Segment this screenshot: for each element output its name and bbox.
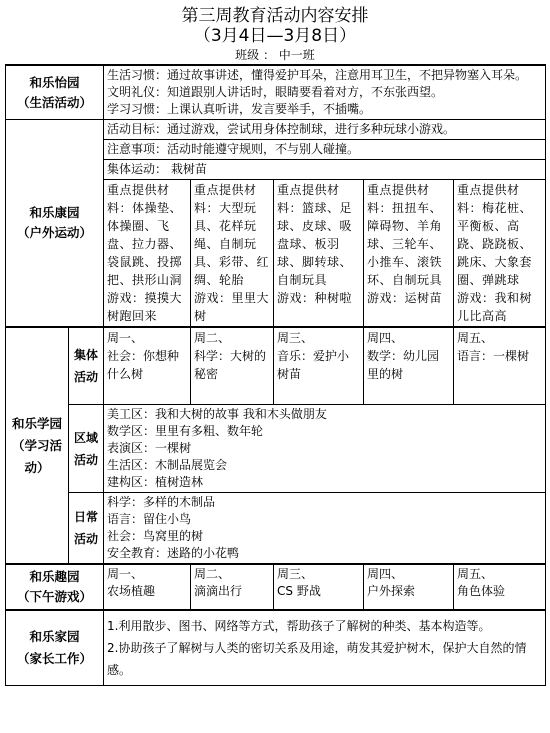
area-label: 区域活动: [69, 405, 104, 493]
daily-label: 日常活动: [69, 493, 104, 565]
collective-mon: 周一、 社会：你想种什么树: [104, 327, 191, 405]
life-line-1: 生活习惯：通过故事讲述，懂得爱护耳朵，注意用耳卫生，不把异物塞入耳朵。: [107, 68, 528, 82]
collective-fri: 周五、 语言：一棵树: [454, 327, 546, 405]
page-title: 第三周教育活动内容安排: [181, 6, 369, 26]
daily-content: 科学：多样的木制品 语言：留住小鸟 社会：鸟窝里的树 安全教育：迷路的小花鸭: [104, 493, 546, 565]
learn-daily-row: [6, 493, 546, 565]
home-content: [104, 610, 546, 686]
home-section: [6, 610, 546, 686]
learn-area-row: [6, 405, 546, 493]
home-section-label: 和乐家园 （家长工作）: [6, 610, 104, 686]
outdoor-area-2: 重点提供材料：大型玩具、花样玩绳、自制玩具、彩带、红绸、轮胎 游戏：里里大树: [191, 180, 274, 328]
class-label: 班级 ： 中一班: [235, 48, 315, 62]
life-section: [6, 65, 546, 120]
fun-thu: 周四、 户外探索: [364, 564, 454, 610]
home-line-2: 2.协助孩子了解树与人类的密切关系及用途，萌发其爱护树木，保护大自然的情感。: [107, 641, 527, 677]
fun-fri: 周五、 角色体验: [454, 564, 546, 610]
area-content: 美工区：我和大树的故事 我和木头做朋友 数学区：里里有多粗、数年轮 表演区：一棵树 生活区：木制品展览会 建构区：植树造林: [104, 405, 546, 493]
outdoor-goal-row: [6, 120, 546, 140]
date-range: （3月4日—3月8日）: [193, 26, 357, 46]
fun-tue: 周二、 滴滴出行: [191, 564, 274, 610]
fun-mon: 周一、 农场植趣: [104, 564, 191, 610]
schedule-table: [5, 64, 546, 686]
home-line-1: 1.利用散步、图书、网络等方式，帮助孩子了解树的种类、基本构造等。: [107, 619, 491, 633]
collective-label: 集体活动: [69, 327, 104, 405]
life-content: [104, 65, 546, 120]
outdoor-group: 集体运动： 栽树苗: [104, 160, 546, 180]
outdoor-area-4: 重点提供材料：扭扭车、障碍物、羊角球、三轮车、小推车、滚铁环、自制玩具 游戏：运树苗: [364, 180, 454, 328]
life-section-label: 和乐怡园 （生活活动）: [6, 65, 104, 120]
collective-tue: 周二、 科学：大树的秘密: [191, 327, 274, 405]
outdoor-area-5: 重点提供材料：梅花桩、平衡板、高跷、跷跷板、跳床、大象套圈、弹跳球 游戏：我和树儿比高高: [454, 180, 546, 328]
life-line-2: 文明礼仪：知道跟别人讲话时，眼睛要看着对方，不东张西望。: [107, 85, 444, 99]
fun-section: [6, 564, 546, 610]
outdoor-note: 注意事项：活动时能遵守规则，不与别人碰撞。: [104, 140, 546, 160]
outdoor-area-1: 重点提供材料：体操垫、体操圈、飞盘、拉力器、袋鼠跳、投掷把、拱形山洞 游戏：摸摸大树跑回来: [104, 180, 191, 328]
learn-section-label: 和乐学园（学习活动）: [6, 327, 69, 564]
fun-section-label: 和乐趣园 （下午游戏）: [6, 564, 104, 610]
outdoor-area-3: 重点提供材料：篮球、足球、皮球、吸盘球、板羽球、脚转球、自制玩具 游戏：种树啦: [274, 180, 364, 328]
collective-wed: 周三、 音乐：爱护小树苗: [274, 327, 364, 405]
fun-wed: 周三、 CS 野战: [274, 564, 364, 610]
collective-thu: 周四、 数学：幼儿园里的树: [364, 327, 454, 405]
outdoor-section-label: 和乐康园 （户外运动）: [6, 120, 104, 328]
outdoor-goal: 活动目标：通过游戏，尝试用身体控制球，进行多种玩球小游戏。: [104, 120, 546, 140]
learn-collective-row: [6, 327, 546, 405]
life-line-3: 学习习惯：上课认真听讲，发言要举手，不插嘴。: [107, 102, 372, 116]
